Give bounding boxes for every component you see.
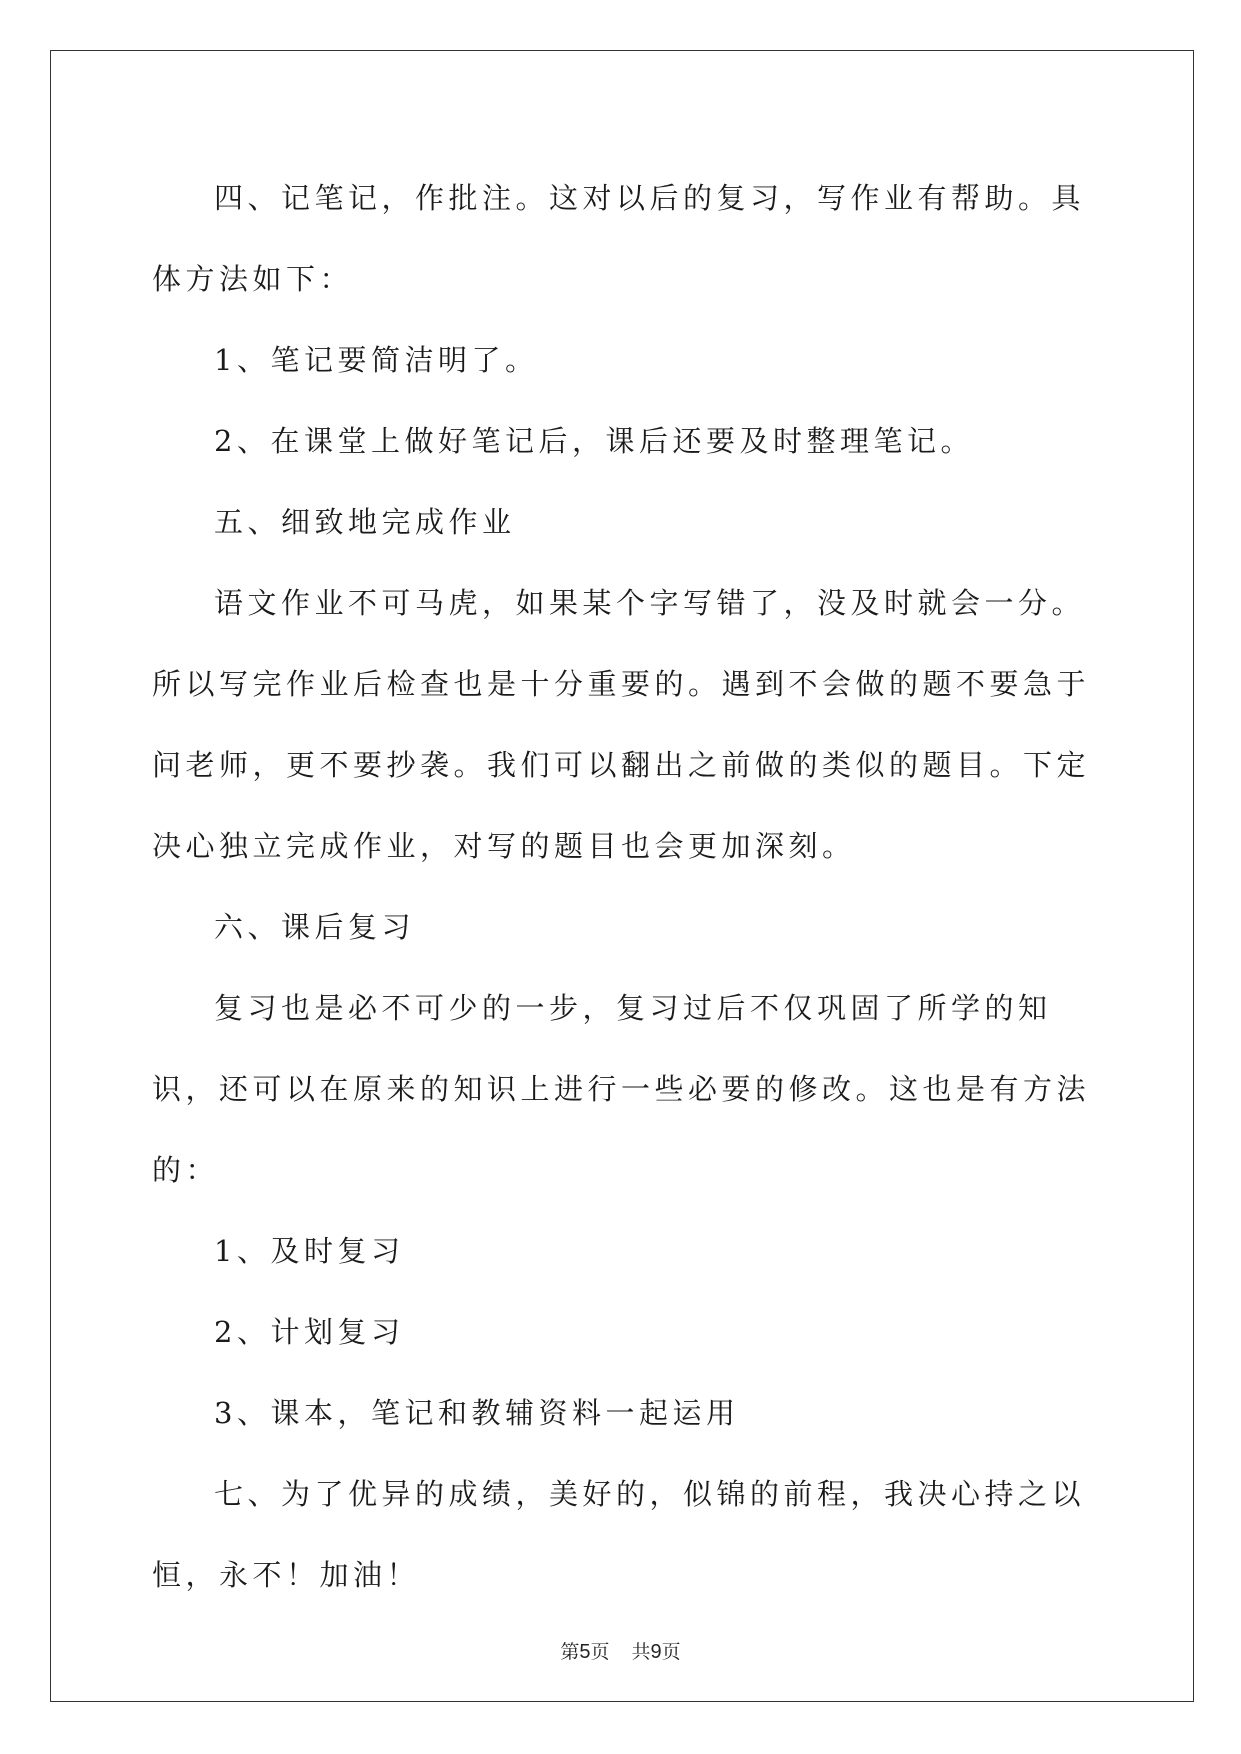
current-page-number: 5: [579, 1641, 591, 1663]
total-page-number: 9: [650, 1641, 662, 1663]
paragraph-note-organize: 2、在课堂上做好笔记后，课后还要及时整理笔记。: [214, 424, 974, 458]
page-footer: [0, 1637, 1241, 1664]
paragraph-note-taking: 四、记笔记，作批注。这对以后的复习，写作业有帮助。具体方法如下：: [152, 181, 1086, 296]
paragraph-resolution: 七、为了优异的成绩，美好的，似锦的前程，我决心持之以恒，永不！加油！: [152, 1477, 1086, 1592]
paragraph-review-plan: 2、计划复习: [214, 1315, 405, 1349]
footer-page-suffix: 页: [590, 1641, 610, 1663]
paragraph-review-materials: 3、课本，笔记和教辅资料一起运用: [214, 1396, 740, 1430]
paragraph-review: 复习也是必不可少的一步，复习过后不仅巩固了所学的知识，还可以在原来的知识上进行一些必要的修改。这也是有方法的：: [152, 991, 1091, 1187]
paragraph-homework: 语文作业不可马虎，如果某个字写错了，没及时就会一分。所以写完作业后检查也是十分重要的。遇到不会做的题不要急于问老师，更不要抄袭。我们可以翻出之前做的类似的题目。下定决心独立完成作业，对写的题目也会更加深刻。: [152, 586, 1091, 863]
document-body: [152, 158, 1092, 1616]
paragraph-note-concise: 1、笔记要简洁明了。: [214, 343, 539, 377]
heading-homework: 五、细致地完成作业: [214, 505, 516, 539]
footer-prefix: 第: [560, 1641, 580, 1663]
footer-total-prefix: 共: [631, 1641, 651, 1663]
heading-review: 六、课后复习: [214, 910, 416, 944]
footer-total-suffix: 页: [661, 1641, 681, 1663]
paragraph-review-timely: 1、及时复习: [214, 1234, 405, 1268]
